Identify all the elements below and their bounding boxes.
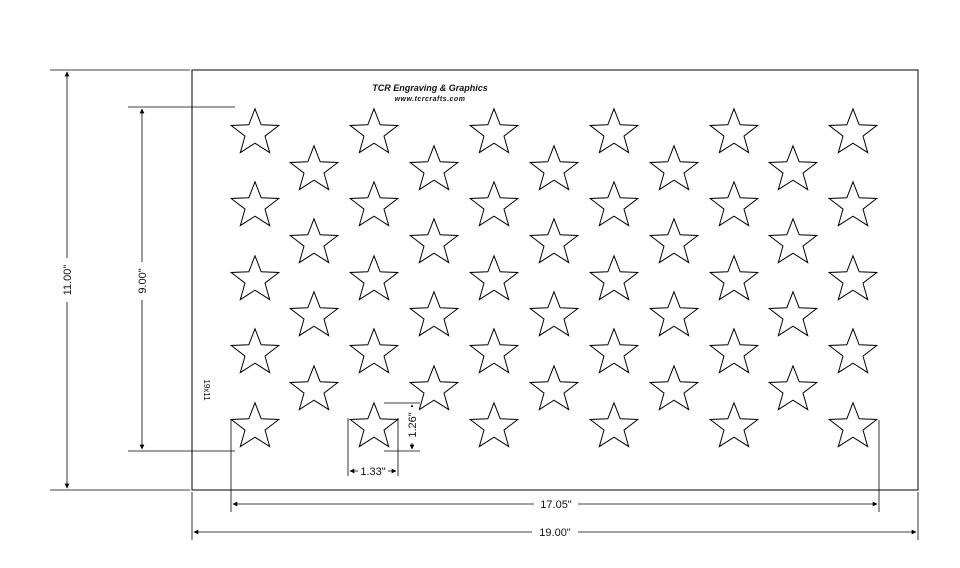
star-cutout [769,146,817,190]
star-cutout [710,182,758,226]
star-cutout [231,182,279,226]
star-cutout [530,292,578,336]
field-width-dimension [231,420,879,512]
star-cutout [470,403,518,447]
star-cutout [350,403,398,447]
star-cutout [350,182,398,226]
star-width-dimension [348,418,398,478]
star-cutout [231,109,279,153]
star-cutout [769,366,817,410]
star-cutout [769,292,817,336]
star-cutout [470,109,518,153]
overall-height-dimension [50,70,190,490]
star-cutout [410,292,458,336]
star-cutout [710,403,758,447]
star-cutout [829,109,877,153]
field-height-dimension [128,107,235,451]
star-cutout [590,109,638,153]
star-cutout [470,182,518,226]
star-cutout [470,329,518,373]
star-cutout [590,182,638,226]
star-height-dimension [384,403,420,451]
star-cutout [350,109,398,153]
star-cutout [350,329,398,373]
star-field [231,109,877,447]
overall-width-label: 19.00" [539,527,571,539]
field-width-label: 17.05" [540,499,572,511]
star-cutout [530,219,578,263]
stencil-label: 19x11 [202,379,211,401]
star-cutout [410,146,458,190]
stencil-outline [192,70,918,490]
overall-height-label: 11.00" [62,264,74,296]
star-cutout [231,256,279,300]
star-cutout [290,219,338,263]
star-cutout [231,403,279,447]
star-cutout [710,109,758,153]
star-cutout [590,256,638,300]
star-height-label: 1.26" [407,412,419,438]
company-name: TCR Engraving & Graphics [372,83,488,93]
star-cutout [530,146,578,190]
star-cutout [290,292,338,336]
star-cutout [590,329,638,373]
company-url: www.tcrcrafts.com [394,96,466,103]
star-cutout [410,219,458,263]
star-cutout [829,329,877,373]
star-cutout [290,366,338,410]
star-cutout [650,219,698,263]
star-cutout [829,256,877,300]
star-cutout [829,182,877,226]
star-cutout [650,366,698,410]
star-cutout [710,329,758,373]
star-cutout [470,256,518,300]
star-width-label: 1.33" [360,466,386,478]
field-height-label: 9.00" [137,268,149,294]
star-cutout [829,403,877,447]
star-cutout [650,292,698,336]
star-cutout [350,256,398,300]
star-cutout [710,256,758,300]
star-cutout [650,146,698,190]
star-cutout [290,146,338,190]
star-cutout [231,329,279,373]
star-cutout [530,366,578,410]
star-cutout [590,403,638,447]
star-cutout [769,219,817,263]
